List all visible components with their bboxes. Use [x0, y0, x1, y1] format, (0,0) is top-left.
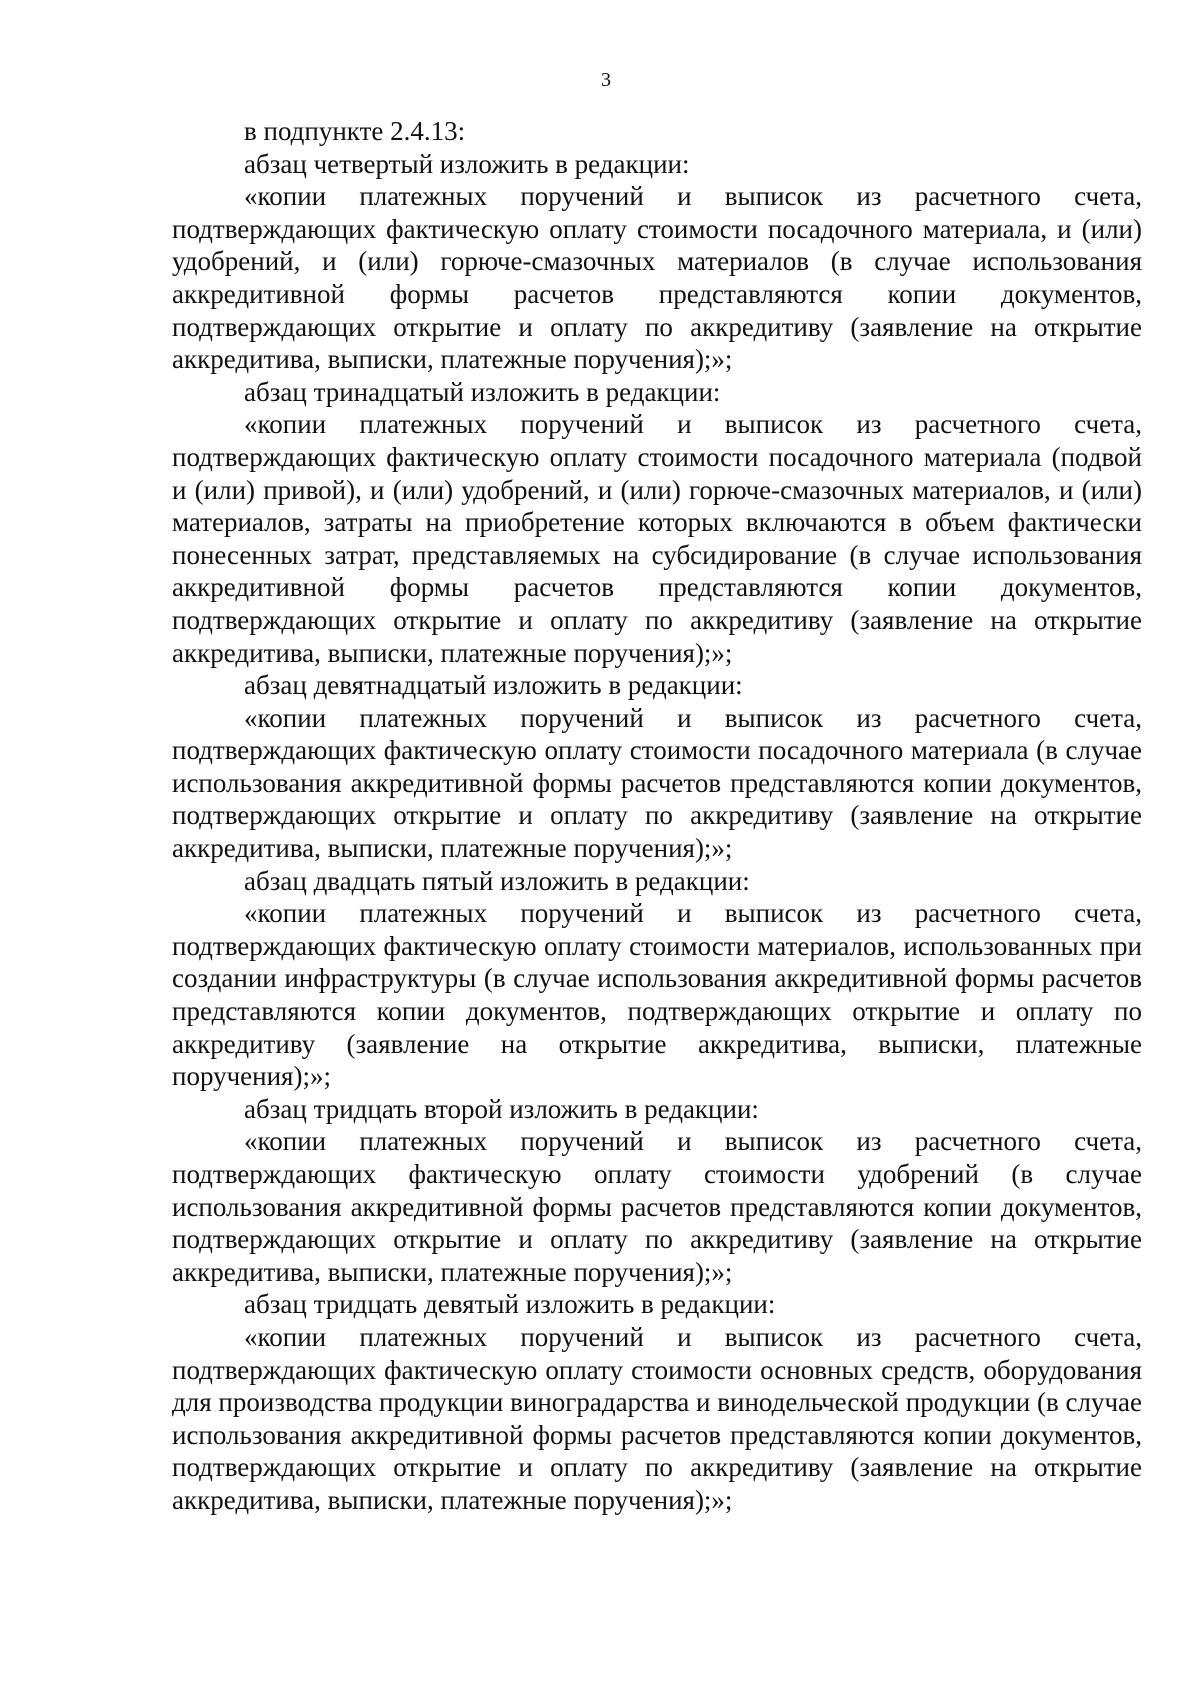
quoted-paragraph: «копии платежных поручений и выписок из расчетного счета, подтверждающих фактическую оплату стоимости посадочного материала, и (или) удобрений, и (или) горюче-смазочных материалов (в случае использования аккредитивной формы расчетов представляются копии документов, подтверждающих открытие и оплату по аккредитиву (заявление на открытие аккредитива, выписки, платежные поручения);»;: [172, 181, 1142, 375]
instruction-paragraph: абзац четвертый изложить в редакции:: [244, 148, 690, 179]
instruction-paragraph: абзац двадцать пятый изложить в редакции:: [244, 865, 750, 896]
instruction-paragraph: абзац девятнадцатый изложить в редакции:: [244, 670, 743, 701]
quoted-paragraph: «копии платежных поручений и выписок из расчетного счета, подтверждающих фактическую оплату стоимости удобрений (в случае использования аккредитивной формы расчетов представляются копии документов, подтверждающих открытие и оплату по аккредитиву (заявление на открытие аккредитива, выписки, платежные поручения);»;: [172, 1126, 1142, 1287]
document-body: [172, 115, 1142, 1517]
instruction-paragraph: абзац тридцать девятый изложить в редакции:: [244, 1289, 776, 1320]
intro-paragraph: в подпункте 2.4.13:: [244, 116, 466, 146]
quoted-paragraph: «копии платежных поручений и выписок из расчетного счета, подтверждающих фактическую оплату стоимости основных средств, оборудования для производства продукции виноградарства и винодельческой продукции (в случае использования аккредитивной формы расчетов представляются копии документов, подтверждающих открытие и оплату по аккредитиву (заявление на открытие аккредитива, выписки, платежные поручения);»;: [172, 1321, 1142, 1515]
quoted-paragraph: «копии платежных поручений и выписок из расчетного счета, подтверждающих фактическую оплату стоимости посадочного материала (подвой и (или) привой), и (или) удобрений, и (или) горюче-смазочных материалов, и (или) материалов, затраты на приобретение которых включаются в объем фактически понесенных затрат, представляемых на субсидирование (в случае использования аккредитивной формы расчетов представляются копии документов, подтверждающих открытие и оплату по аккредитиву (заявление на открытие аккредитива, выписки, платежные поручения);»;: [172, 409, 1142, 668]
quoted-paragraph: «копии платежных поручений и выписок из расчетного счета, подтверждающих фактическую оплату стоимости посадочного материала (в случае использования аккредитивной формы расчетов представляются копии документов, подтверждающих открытие и оплату по аккредитиву (заявление на открытие аккредитива, выписки, платежные поручения);»;: [172, 702, 1142, 864]
instruction-paragraph: абзац тридцать второй изложить в редакции:: [244, 1093, 759, 1124]
quoted-paragraph: «копии платежных поручений и выписок из расчетного счета, подтверждающих фактическую оплату стоимости материалов, использованных при создании инфраструктуры (в случае использования аккредитивной формы расчетов представляются копии документов, подтверждающих открытие и оплату по аккредитиву (заявление на открытие аккредитива, выписки, платежные поручения);»;: [172, 898, 1142, 1092]
page-number: 3: [601, 69, 611, 91]
instruction-paragraph: абзац тринадцатый изложить в редакции:: [244, 376, 721, 407]
